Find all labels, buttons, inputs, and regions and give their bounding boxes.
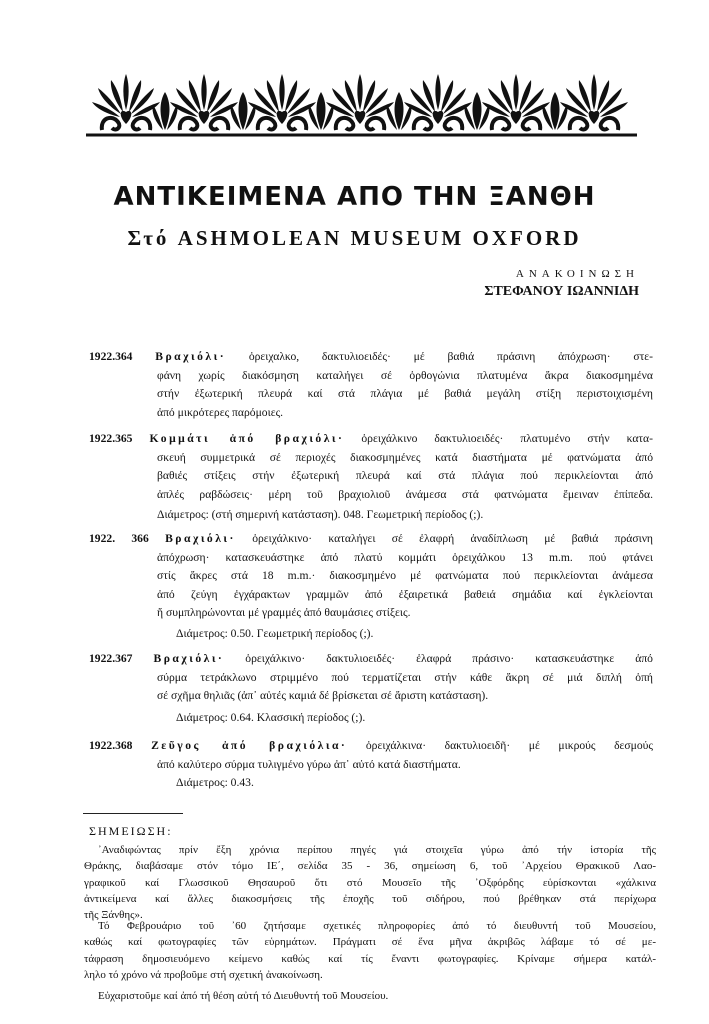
entry-text-line: ἀπό ζεύγη ἐγχάρακτων γραμμῶν ἀπό ἐξαιρετικά βαθειά σημάδια καί ἐγκλείονται [157,587,653,601]
entry-text-line: στήν ἐξωτερική πλευρά καί στά πλάγια μέ βαθιά μεγάλη στίξη περιστοιχισμένη [157,387,653,400]
entry-text-line: ὀρειχαλκο, δακτυλιοειδές· μέ βαθιά πράσινη ἀπόχρωση· στε- [248,350,653,363]
entry-text-line: ὀρειχάλκινα· δακτυλιοειδῆ· μέ μικρούς δεσμούς [365,739,653,752]
catalog-entry [89,430,653,504]
note-line: Τό Φεβρουάριο τοῦ ᾽60 ζητήσαμε σχετικές πληροφορίες ἀπό τό διευθυντή τοῦ Μουσείου, [98,920,656,932]
entry-text-line: σκευή συμμετρικά σέ περιοχές διακοσμημένες κατά διαστήματα μέ φατνώματα ἀπό [157,450,653,464]
catalog-entry [89,737,653,774]
entry-number: 1922.368 [89,739,133,752]
entry-text-line: σέ σχῆμα θηλιᾶς (ἀπ᾽ αὐτές καμιά δέ βρίσκεται σέ ἄριστη κατάσταση). [157,689,489,702]
entry-term: Κομμάτι ἀπό βραχιόλι· [149,432,345,445]
note-line: Θράκης, διαβάσαμε στόν τόμο ΙΕ΄, σελίδα 35 - 36, σημείωση 6, τοῦ ᾽Αρχείου Θρακικοῦ Λαο- [84,860,656,873]
anthemion-frieze-icon [86,72,637,138]
note-line: Εὐχαριστοῦμε καί ἀπό τή θέση αὐτή τό Διευθυντή τοῦ Μουσείου. [98,990,389,1002]
author-name: ΣΤΕΦΑΝΟΥ ΙΩΑΝΝΙΔΗ [484,284,639,299]
note-line: τάφραση δημοσιευόμενο κείμενο καθώς καί τίς ἔναντι φωτογραφίες. Κρίναμε σήμερα κατάλ- [84,952,656,965]
entry-term: Βραχιόλι· [155,350,227,363]
entry-text-line: ἀπό καλύτερο σύρμα τυλιγμένο γύρω ἀπ᾽ αὐτό κατά διαστήματα. [157,757,461,771]
note-line: ληλο τό χρόνο νά προβοῦμε στή σχετική ἀνακοίνωση. [84,968,323,981]
entry-text-line: ἤ συμπληρώνονται μέ γραμμές ἀπό θαυμάσιες στίξεις. [157,606,411,619]
entry-dimension: Διάμετρος: (στή σημερινή κατάσταση). 048. Γεωμετρική περίοδος (;). [157,508,484,521]
note-paragraph [84,988,656,1004]
note-line: καθώς καί φωτογραφίες τῶν εὑρημάτων. Πράγματι σέ ἕνα μῆνα ἀκριβῶς λάβαμε τό σέ με- [84,936,656,949]
entry-text-line: σύρμα τετράκλωνο στριμμένο πού τερματίζεται στήν κάθε ἄκρη σέ μιά διπλή ὀπή [157,670,653,684]
catalog-entry [89,348,653,422]
entry-text-line: στίς ἄκρες στά 18 m.m.· διακοσμημένο μέ φατνώματα πού περικλείονται ἀνάμεσα [157,569,653,582]
catalog-entry [89,530,653,623]
entry-text-line: ὀρειχάλκινο δακτυλιοειδές· πλατυμένο στήν κατα- [361,432,653,445]
entry-term: Βραχιόλι· [153,652,225,665]
entry-dimension: Διάμετρος: 0.50. Γεωμετρική περίοδος (;). [176,627,374,640]
entry-text-line: ὀρειχάλκινο· δακτυλιοειδές· ἐλαφρά πράσινο· κατασκευάστηκε ἀπό [245,652,653,665]
page-subtitle: Στό ASHMOLEAN MUSEUM OXFORD [127,226,582,250]
entry-dimension: Διάμετρος: 0.64. Κλασσική περίοδος (;). [176,711,366,724]
note-line: τῆς Ξάνθης». [84,909,143,922]
note-paragraph [84,842,656,923]
note-line: ἀντικείμενα καί ἄλλες διακοσμήσεις τῆς ἐποχῆς τοῦ σιδήρου, πού βρέθηκαν στά περίχωρα [84,892,656,905]
notes-heading: ΣΗΜΕΙΩΣΗ: [89,824,173,838]
note-paragraph [84,918,656,983]
note-line: ᾽Αναδιφώντας πρίν ἔξη χρόνια περίπου πηγές γιά στοιχεῖα γύρω ἀπό τήν ἱστορία τῆς [98,844,656,856]
entry-number: 1922.364 [89,350,133,363]
entry-dimension: Διάμετρος: 0.43. [176,776,254,789]
catalog-entry [89,650,653,706]
note-line: γραφικοῦ καί Γλωσσικοῦ Θησαυροῦ ὅτι στό Μουσεῖο τῆς ᾽Οξφόρδης εὑρίσκονται «χάλκινα [84,876,656,889]
entry-number: 1922.367 [89,652,133,665]
entry-text-line: ἀπόχρωση· κατασκευάστηκε ἀπό πλατύ κομμάτι ὀρειχάλκου 13 m.m. πού φτάνει [157,550,653,564]
entry-text-line: ἀπό μικρότερες παρόμοιες. [157,405,284,419]
entry-text-line: ἁπλές ραβδώσεις· μέρη τοῦ βραχιολιοῦ ἀνάμεσα στά φατνώματα ἔμειναν ἐπίπεδα. [157,487,653,501]
entry-term: Βραχιόλι· [165,532,236,545]
page-title: ΑΝΤΙΚΕΙΜΕΝΑ ΑΠΟ ΤΗΝ ΞΑΝΘΗ [113,182,596,212]
entry-text-line: ὀρειχάλκινο· καταλήγει σέ ἐλαφρή ἀναδίπλωση μέ βαθιά πράσινη [252,532,653,545]
entry-term: Ζεῦγος ἀπό βραχιόλια· [151,739,348,752]
announcement-label: ΑΝΑΚΟΙΝΩΣΗ [515,268,639,280]
footnote-divider [83,813,183,814]
entry-text-line: φάνη χωρίς διακόσμηση καταλήγει σέ ὀρθογώνια πλατυμένα ἄκρα διακοσμημένα [157,368,653,382]
entry-text-line: βαθιές στίξεις στήν ἐξωτερική πλευρά καί στά πλάγια πού περικλείονται ἀπό [157,469,653,482]
entry-number: 1922.365 [89,432,133,445]
entry-number: 1922. 366 [89,532,149,545]
